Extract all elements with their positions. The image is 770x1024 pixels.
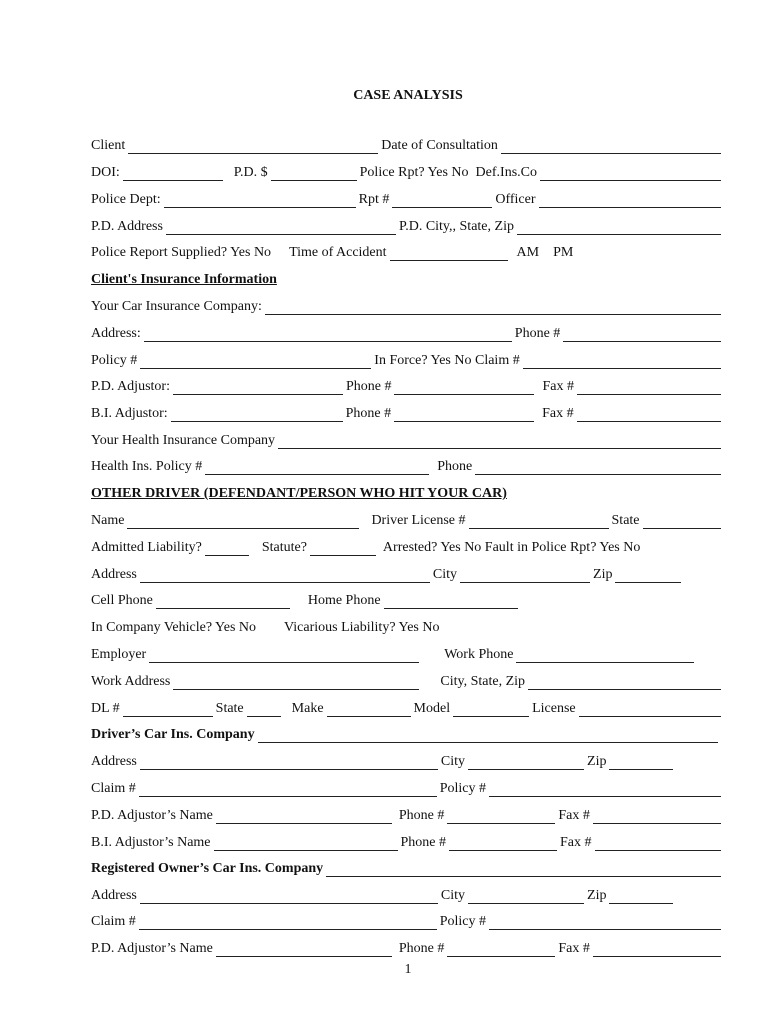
ins-pd-fax-field[interactable]: [593, 809, 721, 824]
policy-label: Policy #: [91, 353, 138, 368]
owner-address-label: Address: [91, 888, 137, 903]
ins-zip-field[interactable]: [609, 755, 673, 770]
date-consultation-label: Date of Consultation: [381, 138, 498, 153]
driver-name-row: [91, 511, 724, 529]
page-number: 1: [404, 962, 412, 977]
owner-pd-adjustor-field[interactable]: [216, 942, 392, 957]
company-vehicle-row: [91, 618, 724, 636]
pd-adjustor-field[interactable]: [173, 380, 343, 395]
client-address-row: [91, 324, 724, 342]
ins-claim-row: [91, 779, 724, 797]
ins-pd-phone-field[interactable]: [447, 809, 555, 824]
ins-bi-phone-label: Phone #: [400, 835, 447, 850]
doi-field[interactable]: [123, 166, 223, 181]
owner-address-field[interactable]: [140, 889, 438, 904]
cell-phone-label: Cell Phone: [91, 593, 153, 608]
employer-field[interactable]: [149, 648, 419, 663]
owner-pd-phone-label: Phone #: [398, 941, 445, 956]
officer-label: Officer: [495, 192, 536, 207]
driver-zip-field[interactable]: [615, 568, 681, 583]
license-label: License: [532, 701, 576, 716]
owner-car-ins-row: [91, 859, 724, 877]
statute-label: Statute?: [261, 540, 307, 555]
health-phone-label: Phone: [437, 459, 473, 474]
owner-city-label: City: [440, 888, 466, 903]
client-phone-field[interactable]: [563, 327, 721, 342]
car-insurance-row: [91, 297, 724, 315]
bi-adjustor-phone-field[interactable]: [394, 407, 534, 422]
bi-adjustor-phone-label: Phone #: [345, 406, 392, 421]
arrested-label: Arrested? Yes No Fault in Police Rpt? Yes No: [382, 540, 641, 555]
health-policy-label: Health Ins. Policy #: [91, 459, 203, 474]
ins-pd-adjustor-row: [91, 806, 724, 824]
time-accident-field[interactable]: [390, 246, 508, 261]
owner-pd-adjustor-row: [91, 939, 724, 957]
policy-row: [91, 351, 724, 369]
pd-adjustor-fax-label: Fax #: [542, 379, 574, 394]
ins-bi-adjustor-row: [91, 833, 724, 851]
pd-address-field[interactable]: [166, 220, 396, 235]
owner-pd-adjustor-label: P.D. Adjustor’s Name: [91, 941, 213, 956]
work-phone-label: Work Phone: [444, 647, 514, 662]
ins-bi-adjustor-label: B.I. Adjustor’s Name: [91, 835, 211, 850]
driver-phones-row: [91, 591, 724, 609]
pd-adjustor-phone-field[interactable]: [394, 380, 534, 395]
pd-city-field[interactable]: [517, 220, 721, 235]
clients-insurance-heading-row: [91, 270, 724, 288]
home-phone-field[interactable]: [384, 594, 518, 609]
drivers-car-ins-heading: Driver’s Car Ins. Company: [91, 727, 255, 742]
clients-insurance-heading: Client's Insurance Information: [91, 272, 277, 287]
pd-city-label: P.D. City,, State, Zip: [398, 219, 514, 234]
ins-city-label: City: [440, 754, 466, 769]
ins-pd-fax-label: Fax #: [558, 808, 590, 823]
health-insurance-label: Your Health Insurance Company: [91, 433, 276, 448]
ins-bi-fax-field[interactable]: [595, 836, 721, 851]
driver-address-row: [91, 565, 724, 583]
car-insurance-field[interactable]: [265, 300, 721, 315]
admitted-liability-label: Admitted Liability?: [91, 540, 202, 555]
owner-claim-field[interactable]: [139, 915, 437, 930]
ins-pd-adjustor-field[interactable]: [216, 809, 392, 824]
owner-car-ins-heading: Registered Owner’s Car Ins. Company: [91, 861, 324, 876]
pd-amount-label: P.D. $: [233, 165, 268, 180]
owner-policy-field[interactable]: [489, 915, 721, 930]
owner-address-row: [91, 886, 724, 904]
police-dept-field[interactable]: [164, 193, 356, 208]
ins-policy-field[interactable]: [489, 782, 721, 797]
ins-pd-phone-label: Phone #: [398, 808, 445, 823]
health-policy-row: [91, 457, 724, 475]
bi-adjustor-fax-label: Fax #: [542, 406, 574, 421]
ins-zip-label: Zip: [587, 754, 607, 769]
pd-address-label: P.D. Address: [91, 219, 163, 234]
liability-row: [91, 538, 724, 556]
pd-address-row: [91, 217, 724, 235]
police-dept-row: [91, 190, 724, 208]
client-row: [91, 136, 724, 154]
home-phone-label: Home Phone: [307, 593, 381, 608]
owner-car-ins-field[interactable]: [326, 862, 721, 877]
dl-field[interactable]: [123, 702, 213, 717]
pd-adjustor-fax-field[interactable]: [577, 380, 721, 395]
health-insurance-field[interactable]: [278, 434, 721, 449]
driver-city-field[interactable]: [460, 568, 590, 583]
work-address-label: Work Address: [91, 674, 171, 689]
driver-license-field[interactable]: [469, 514, 609, 529]
owner-claim-label: Claim #: [91, 914, 136, 929]
vicarious-liability-label: Vicarious Liability? Yes No: [284, 620, 440, 635]
policy-field[interactable]: [140, 354, 371, 369]
dl-state-label: State: [215, 701, 244, 716]
ins-claim-field[interactable]: [139, 782, 437, 797]
client-field[interactable]: [128, 139, 378, 154]
rpt-field[interactable]: [392, 193, 492, 208]
time-accident-label: Time of Accident: [289, 245, 387, 260]
work-city-state-zip-label: City, State, Zip: [440, 674, 526, 689]
report-supplied-label: Police Report Supplied? Yes No: [91, 245, 272, 260]
dl-row: [91, 699, 724, 717]
employer-row: [91, 645, 724, 663]
work-phone-field[interactable]: [516, 648, 694, 663]
ins-claim-label: Claim #: [91, 781, 136, 796]
date-consultation-field[interactable]: [501, 139, 721, 154]
owner-pd-fax-label: Fax #: [558, 941, 590, 956]
admitted-liability-field[interactable]: [205, 541, 249, 556]
pd-amount-field[interactable]: [271, 166, 357, 181]
owner-city-field[interactable]: [468, 889, 584, 904]
make-field[interactable]: [327, 702, 411, 717]
pm-label: PM: [553, 245, 574, 260]
doi-row: [91, 163, 724, 181]
ins-bi-fax-label: Fax #: [560, 835, 592, 850]
make-label: Make: [291, 701, 324, 716]
owner-zip-label: Zip: [587, 888, 607, 903]
driver-address-label: Address: [91, 567, 137, 582]
driver-license-label: Driver License #: [371, 513, 466, 528]
report-supplied-row: [91, 243, 724, 261]
driver-state-field[interactable]: [643, 514, 721, 529]
officer-field[interactable]: [539, 193, 721, 208]
owner-claim-row: [91, 912, 724, 930]
def-ins-field[interactable]: [540, 166, 721, 181]
police-dept-label: Police Dept:: [91, 192, 161, 207]
dl-state-field[interactable]: [247, 702, 281, 717]
bi-adjustor-label: B.I. Adjustor:: [91, 406, 168, 421]
employer-label: Employer: [91, 647, 147, 662]
company-vehicle-label: In Company Vehicle? Yes No: [91, 620, 257, 635]
work-city-state-zip-field[interactable]: [528, 675, 721, 690]
bi-adjustor-row: [91, 404, 724, 422]
other-driver-heading: OTHER DRIVER (DEFENDANT/PERSON WHO HIT YOUR CAR): [91, 486, 507, 501]
def-ins-label: Def.Ins.Co: [475, 165, 537, 180]
client-address-field[interactable]: [144, 327, 512, 342]
rpt-label: Rpt #: [358, 192, 390, 207]
ins-bi-adjustor-field[interactable]: [214, 836, 398, 851]
police-rpt-label: Police Rpt? Yes No: [359, 165, 469, 180]
driver-zip-label: Zip: [593, 567, 613, 582]
pd-adjustor-label: P.D. Adjustor:: [91, 379, 170, 394]
ins-city-field[interactable]: [468, 755, 584, 770]
cell-phone-field[interactable]: [156, 594, 290, 609]
pd-adjustor-row: [91, 377, 724, 395]
driver-address-field[interactable]: [140, 568, 430, 583]
bi-adjustor-field[interactable]: [171, 407, 343, 422]
health-phone-field[interactable]: [475, 460, 721, 475]
health-insurance-row: [91, 431, 724, 449]
car-insurance-label: Your Car Insurance Company:: [91, 299, 262, 314]
bi-adjustor-fax-field[interactable]: [577, 407, 721, 422]
ins-address-row: [91, 752, 724, 770]
doi-label: DOI:: [91, 165, 120, 180]
license-field[interactable]: [579, 702, 721, 717]
owner-pd-phone-field[interactable]: [447, 942, 555, 957]
driver-name-field[interactable]: [127, 514, 359, 529]
in-force-label: In Force? Yes No Claim #: [374, 353, 520, 368]
client-address-label: Address:: [91, 326, 141, 341]
am-label: AM: [516, 245, 540, 260]
work-address-row: [91, 672, 724, 690]
pd-adjustor-phone-label: Phone #: [345, 379, 392, 394]
statute-field[interactable]: [310, 541, 376, 556]
client-phone-label: Phone #: [514, 326, 561, 341]
page-title: CASE ANALYSIS: [353, 88, 463, 103]
driver-name-label: Name: [91, 513, 125, 528]
claim-field[interactable]: [523, 354, 721, 369]
driver-city-label: City: [432, 567, 458, 582]
ins-address-label: Address: [91, 754, 137, 769]
owner-pd-fax-field[interactable]: [593, 942, 721, 957]
drivers-car-ins-row: [91, 725, 724, 743]
client-label: Client: [91, 138, 126, 153]
ins-pd-adjustor-label: P.D. Adjustor’s Name: [91, 808, 213, 823]
ins-bi-phone-field[interactable]: [449, 836, 557, 851]
owner-zip-field[interactable]: [609, 889, 673, 904]
other-driver-heading-row: [91, 484, 724, 502]
owner-policy-label: Policy #: [439, 914, 487, 929]
dl-label: DL #: [91, 701, 120, 716]
ins-policy-label: Policy #: [439, 781, 487, 796]
ins-address-field[interactable]: [140, 755, 438, 770]
model-label: Model: [413, 701, 451, 716]
health-policy-field[interactable]: [205, 460, 429, 475]
work-address-field[interactable]: [173, 675, 419, 690]
drivers-car-ins-field[interactable]: [258, 728, 718, 743]
driver-state-label: State: [611, 513, 640, 528]
model-field[interactable]: [453, 702, 529, 717]
